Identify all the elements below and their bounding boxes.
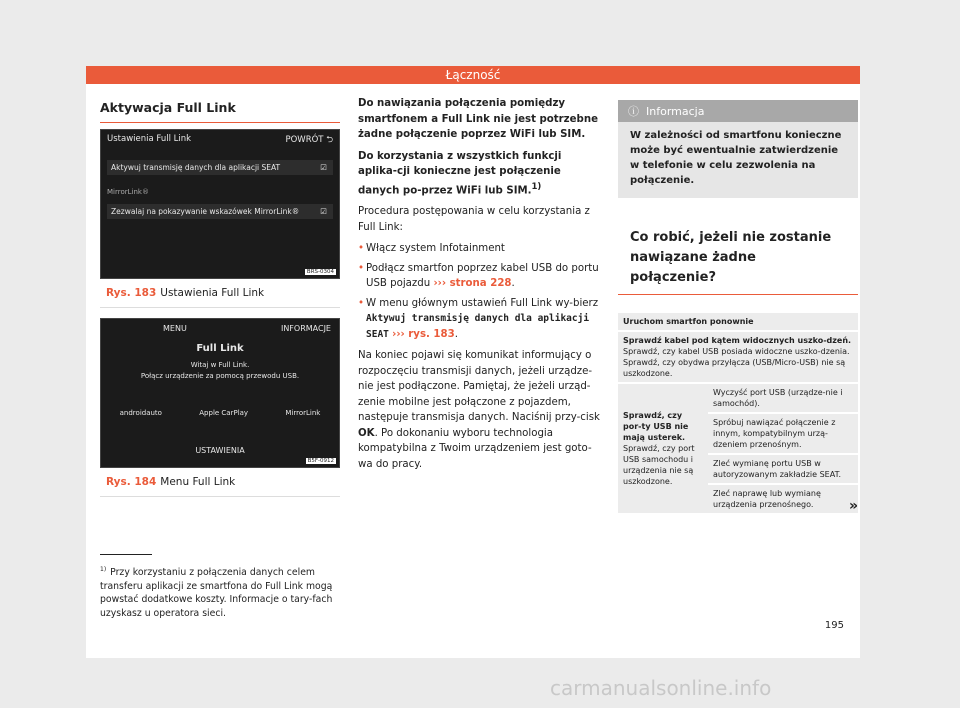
- checkbox-icon: ☑: [320, 163, 327, 172]
- settings-tab: USTAWIENIA: [195, 446, 245, 455]
- screen-subheading: MirrorLink®: [107, 188, 149, 196]
- back-button: POWRÓT ⮌: [285, 135, 333, 145]
- section-title: Aktywacja Full Link: [100, 96, 340, 123]
- footnote-divider: [100, 554, 152, 555]
- figure-183-caption: Rys. 183 Ustawienia Full Link: [100, 279, 340, 308]
- table-row: Sprawdź kabel pod kątem widocznych uszko-dzeń. Sprawdź, czy kabel USB posiada widoczne uszko-dzenia. Sprawdź, czy obydwa przyłącza (USB/Micro-USB) nie są uszkodzone.: [618, 332, 858, 382]
- full-link-title: Full Link: [196, 343, 244, 354]
- figure-code: B5F-0912: [307, 458, 334, 464]
- left-column: [100, 96, 340, 497]
- footnote-ref: 1): [531, 181, 542, 192]
- menu-tab: MENU: [163, 324, 187, 333]
- page-link[interactable]: ››› strona 228: [433, 278, 512, 290]
- figure-184-screen: [100, 318, 340, 468]
- instruction-text: Połącz urządzenie za pomocą przewodu USB.: [140, 372, 300, 380]
- paragraph-intro: Do nawiązania połączenia pomiędzy smartfonem a Full Link nie jest potrzebne żadne połączenie poprzez WiFi lub SIM.: [358, 98, 598, 140]
- checkbox-icon: ☑: [320, 207, 327, 216]
- page-number: 195: [824, 620, 844, 631]
- setting-row-mirrorlink: Zezwalaj na pokazywanie wskazówek MirrorLink® ☑: [107, 204, 333, 219]
- screen-title: Ustawienia Full Link: [107, 134, 192, 144]
- right-column: [618, 100, 858, 515]
- app-list: [101, 409, 339, 417]
- step-1: • Włącz system Infotainment: [358, 241, 603, 257]
- step-2: • Podłącz smartfon poprzez kabel USB do portu USB pojazdu ››› strona 228.: [358, 261, 603, 292]
- figure-184-caption: Rys. 184 Menu Full Link: [100, 468, 340, 497]
- setting-row-data-transfer: Aktywuj transmisję danych dla aplikacji SEAT ☑: [107, 160, 333, 175]
- table-row: Zleć wymianę portu USB w autoryzowanym zakładzie SEAT.: [618, 455, 858, 483]
- paragraph-final: Na koniec pojawi się komunikat informujący o rozpoczęciu transmisji danych, jeżeli urządze-nie jest podłączone. Pamiętaj, że jeżeli urząd-zenie mobilne jest połączone z pojazdem, następuje transmisja danych. Naciśnij przy-cisk OK. Po dokonaniu wyboru technologia kompatybilna z Twoim urządzeniem jest goto-wa do pracy.: [358, 350, 600, 470]
- back-arrow-icon: ⮌: [326, 135, 333, 145]
- apple-carplay-logo: Apple CarPlay: [199, 409, 249, 417]
- info-tab: INFORMACJE: [280, 324, 331, 333]
- paragraph-procedure: Procedura postępowania w celu korzystania z Full Link:: [358, 206, 590, 233]
- figure-183-screen: [100, 129, 340, 279]
- info-box-header: ⓘ Informacja: [618, 100, 858, 122]
- table-row: Zleć naprawę lub wymianę urządzenia przenośnego.: [618, 485, 858, 513]
- table-row: Spróbuj nawiązać połączenie z innym, kompatybilnym urzą-dzeniem przenośnym.: [618, 414, 858, 453]
- footnote: $^{1)}$ Przy korzystaniu z połączenia danych celem transferu aplikacji ze smartfona do Full Link mogą powstać dodatkowe koszty. Informacje o tary-fach uzyskasz u operatora sieci.: [100, 566, 333, 619]
- section-title-troubleshooting: Co robić, jeżeli nie zostanie nawiązane żadne połączenie?: [618, 222, 858, 295]
- paragraph-requirement: Do korzystania z wszystkich funkcji aplika-cji konieczne jest połączenie danych po-przez WiFi lub SIM.$^{1)}$: [358, 150, 562, 196]
- middle-column: [358, 96, 603, 478]
- manual-page: [86, 66, 860, 658]
- chapter-header: Łączność: [86, 66, 860, 84]
- welcome-text: Witaj w Full Link.: [190, 361, 250, 369]
- table-row: Uruchom smartfon ponownie: [618, 313, 858, 330]
- figure-code: BRS-0304: [306, 269, 334, 275]
- figure-link[interactable]: ››› rys. 183: [392, 328, 455, 340]
- info-box-text: W zależności od smartfonu konieczne może być ewentualnie zatwierdzenie w telefonie w celu zezwolenia na połączenie.: [618, 122, 858, 198]
- info-icon: ⓘ: [628, 105, 639, 118]
- mirrorlink-logo: MirrorLink: [285, 409, 321, 417]
- android-auto-logo: androidauto: [119, 409, 162, 417]
- continue-mark: »: [848, 498, 858, 514]
- step-3: • W menu głównym ustawień Full Link wy-bierz Aktywuj transmisję danych dla aplikacji SEAT ››› rys. 183.: [358, 296, 603, 343]
- troubleshooting-table: [618, 311, 858, 515]
- watermark: carmanualsonline.info: [550, 676, 772, 700]
- table-row: Sprawdź, czy por-ty USB nie mają usterek. Sprawdź, czy port USB samochodu i urządzenia nie są uszkodzone. Wyczyść port USB (urządze-nie i samochód).: [618, 384, 858, 412]
